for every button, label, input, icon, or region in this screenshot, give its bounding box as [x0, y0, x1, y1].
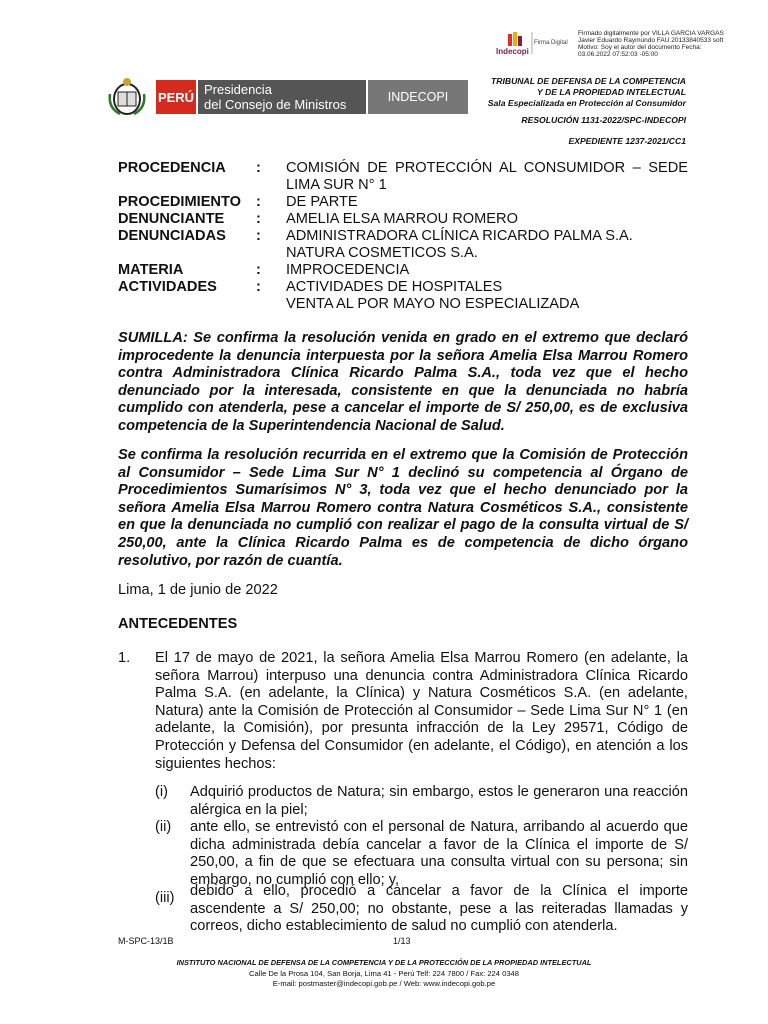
firma-digital-text: Firma Digital [534, 40, 568, 46]
meta-colon: : [256, 228, 261, 244]
indecopi-logo-text: Indecopi [496, 47, 529, 56]
resolution-number: RESOLUCIÓN 1131-2022/SPC-INDECOPI [521, 115, 686, 125]
page-number: 1/13 [393, 936, 411, 946]
meta-row [118, 228, 688, 245]
meta-value: AMELIA ELSA MARROU ROMERO [286, 211, 518, 227]
meta-value: ACTIVIDADES DE HOSPITALES [286, 279, 503, 295]
government-logo-banner [104, 74, 474, 120]
meta-label [118, 296, 256, 313]
meta-label: MATERIA [118, 262, 184, 278]
footer-institute: INSTITUTO NACIONAL DE DEFENSA DE LA COMPETENCIA Y DE LA PROTECCIÓN DE LA PROPIEDAD INTELECTUAL [176, 958, 592, 967]
meta-row [118, 194, 688, 211]
meta-label: PROCEDENCIA [118, 160, 226, 176]
tribunal-line1: TRIBUNAL DE DEFENSA DE LA COMPETENCIA [491, 76, 686, 86]
meta-colon [256, 296, 286, 313]
list-item-number: 1. [118, 650, 131, 666]
meta-value: ADMINISTRADORA CLÍNICA RICARDO PALMA S.A. [286, 228, 633, 244]
presidencia-label [198, 80, 366, 114]
firma-digital-logo [494, 30, 574, 70]
meta-row [118, 160, 688, 194]
tribunal-line3: Sala Especializada en Protección al Consumidor [487, 98, 686, 108]
subitem-number: (ii) [155, 819, 172, 835]
meta-colon: : [256, 211, 261, 227]
meta-row [118, 211, 688, 228]
meta-row [118, 245, 688, 262]
subitem-number: (iii) [155, 890, 175, 906]
tribunal-line2: Y DE LA PROPIEDAD INTELECTUAL [537, 87, 686, 97]
meta-row [118, 296, 688, 313]
subitem-text: debido a ello, procedió a cancelar a favor de la Clínica el importe ascendente a S/ 250,00; no obstante, pese a las reiteradas llamadas y correos, dicho establecimiento de salud no cumplió con atenderla. [190, 883, 688, 935]
digital-signature-info: Firmado digitalmente por VILLA GARCIA VARGAS Javier Eduardo Raymundo FAU 20133840533 soft Motivo: Soy el autor del documento Fecha: 03.06.2022 07:52:03 -05:00 [578, 30, 724, 58]
list-item-text: El 17 de mayo de 2021, la señora Amelia Elsa Marrou Romero (en adelante, la señora Marrou) interpuso una denuncia contra Administradora Clínica Ricardo Palma S.A. (en adelante, la Clínica) y Natura Cosméticos S.A. (en adelante, Natura) ante la Comisión de Protección al Consumidor – Sede Lima Sur N° 1 (en adelante, la Comisión), por presunta infracción de la Ley 29571, Código de Protección y Defensa del Consumidor (en adelante, el Código), en atención a los siguientes hechos: [155, 650, 688, 772]
meta-value: NATURA COSMETICOS S.A. [286, 245, 478, 261]
document-date: Lima, 1 de junio de 2022 [118, 582, 278, 598]
sumilla-paragraph-2: Se confirma la resolución recurrida en el extremo que la Comisión de Protección al Consumidor – Sede Lima Sur N° 1 declinó su competencia al Órgano de Procedimientos Sumarísimos N° 3, toda vez que el hecho denunciado por la señora Amelia Elsa Marrou Romero contra Natura Cosméticos S.A., consistente en que la denunciada no cumplió con realizar el pago de la consulta virtual de S/ 250,00, ante la Clínica Ricardo Palma es de competencia de dicho órgano resolutivo, por razón de cuantía. [118, 447, 688, 569]
subitem-text: ante ello, se entrevistó con el personal de Natura, arribando al acuerdo que dicha administrada debía cancelar a favor de la Clínica el importe de S/ 250,00, a fin de que se efectuara una consulta virtual con su persona; sin embargo, no cumplió con ello; y, [190, 819, 688, 888]
presidencia-line2: del Consejo de Ministros [204, 97, 347, 112]
meta-colon: : [256, 160, 261, 176]
meta-value: DE PARTE [286, 194, 358, 210]
subitem-text: Adquirió productos de Natura; sin embargo, estos le generaron una reacción alérgica en la piel; [190, 784, 688, 818]
meta-label: DENUNCIADAS [118, 228, 226, 244]
footer-address: Calle De la Prosa 104, San Borja, Lima 41 - Perú Telf: 224 7800 / Fax: 224 0348 [248, 969, 520, 978]
meta-label [118, 245, 256, 262]
case-metadata [118, 160, 688, 313]
form-code: M-SPC-13/1B [118, 936, 174, 946]
peru-label: PERÚ [156, 80, 196, 114]
meta-value: VENTA AL POR MAYO NO ESPECIALIZADA [286, 296, 580, 312]
meta-colon: : [256, 194, 261, 210]
footer-contact: E-mail: postmaster@indecopi.gob.pe / Web: www.indecopi.gob.pe [272, 979, 496, 988]
tribunal-heading [488, 76, 686, 109]
meta-colon [256, 245, 286, 262]
indecopi-label: INDECOPI [368, 80, 468, 114]
sumilla-paragraph-1: SUMILLA: Se confirma la resolución venida en grado en el extremo que declaró improcedente la denuncia interpuesta por la señora Amelia Elsa Marrou Romero contra Administradora Clínica Ricardo Palma S.A., toda vez que el hecho denunciado por la interesada, consistente en que la denunciada no habría cumplido con atenderla, pese a cancelar el importe de S/ 250,00, es de exclusiva competencia de la Superintendencia Nacional de Salud. [118, 330, 688, 434]
section-heading-antecedentes: ANTECEDENTES [118, 616, 238, 632]
meta-row [118, 262, 688, 279]
meta-value: IMPROCEDENCIA [286, 262, 410, 278]
meta-label: DENUNCIANTE [118, 211, 225, 227]
meta-colon: : [256, 279, 261, 295]
coat-of-arms-icon [104, 74, 150, 120]
subitem-number: (i) [155, 784, 168, 800]
meta-row [118, 279, 688, 296]
meta-label: ACTIVIDADES [118, 279, 217, 295]
meta-label: PROCEDIMIENTO [118, 194, 241, 210]
file-number: EXPEDIENTE 1237-2021/CC1 [568, 136, 686, 146]
meta-colon: : [256, 262, 261, 278]
meta-value: COMISIÓN DE PROTECCIÓN AL CONSUMIDOR – SEDE LIMA SUR N° 1 [286, 160, 688, 193]
presidencia-line1: Presidencia [204, 82, 272, 97]
